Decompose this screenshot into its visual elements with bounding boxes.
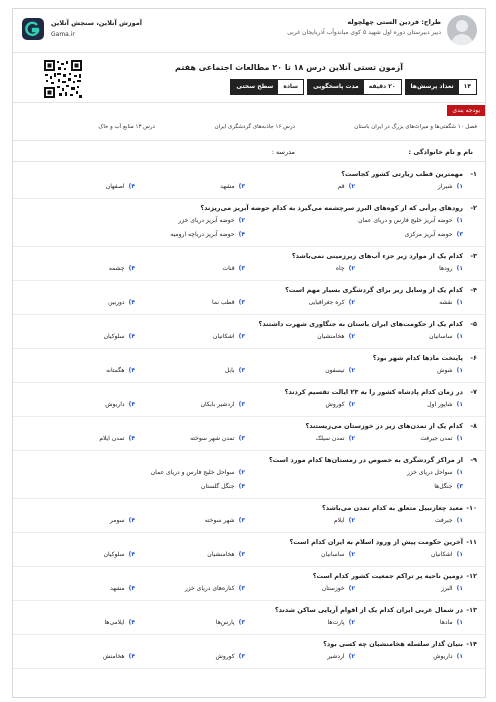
option-text: پارت‌ها bbox=[327, 619, 345, 626]
answer-option[interactable] bbox=[110, 517, 135, 524]
option-text: جنگل‌ها bbox=[434, 483, 453, 490]
question-text: بنیان گذار سلسله هخامنشیان چه کسی بود؟ bbox=[323, 640, 463, 648]
question-text: در شمال غربی ایران کدام یک از اقوام آریایی ساکن شدند؟ bbox=[274, 606, 463, 614]
answer-option[interactable] bbox=[104, 333, 135, 340]
option-number: ۲) bbox=[348, 585, 355, 592]
question-text: کدام یک از وسایل زیر برای گردشگری بسیار مهم است؟ bbox=[285, 286, 463, 294]
answer-option[interactable] bbox=[104, 619, 135, 626]
option-number: ۳) bbox=[238, 551, 245, 558]
option-text: تمدن جیرفت bbox=[420, 435, 453, 442]
option-number: ۴) bbox=[128, 401, 135, 408]
question-row bbox=[13, 635, 485, 669]
answer-option[interactable] bbox=[225, 367, 245, 374]
option-number: ۲) bbox=[348, 265, 355, 272]
exam-title: آزمون تستی آنلاین درس ۱۸ تا ۲۰ مطالعات اجتماعی هفتم bbox=[175, 63, 403, 72]
option-number: ۳) bbox=[238, 183, 245, 190]
answer-option[interactable] bbox=[435, 517, 463, 524]
option-number: ۴) bbox=[238, 483, 245, 490]
question-row bbox=[13, 281, 485, 315]
student-info-bar bbox=[13, 144, 485, 162]
budget-tag: بودجه بندی bbox=[447, 105, 485, 116]
question-number: ۶- bbox=[470, 354, 477, 362]
question-number: ۴- bbox=[470, 286, 477, 294]
option-text: رودها bbox=[439, 265, 453, 272]
question-number: ۲- bbox=[470, 204, 477, 212]
answer-option[interactable] bbox=[222, 265, 245, 272]
option-number: ۱) bbox=[456, 401, 463, 408]
option-number: ۴) bbox=[128, 333, 135, 340]
answer-option[interactable] bbox=[420, 435, 463, 442]
option-text: هخامنشیان bbox=[317, 333, 345, 340]
answer-option[interactable] bbox=[316, 435, 355, 442]
question-number: ۱۲- bbox=[466, 572, 477, 580]
answer-option[interactable] bbox=[327, 653, 355, 660]
option-number: ۲) bbox=[348, 435, 355, 442]
answer-option[interactable] bbox=[429, 333, 463, 340]
designer-name: طراح: فردین الستی چهلچوله bbox=[347, 18, 441, 26]
option-text: ایلام bbox=[333, 517, 345, 524]
option-text: سومر bbox=[109, 517, 125, 524]
option-text: اشکانیان bbox=[213, 333, 235, 340]
answer-option[interactable] bbox=[438, 183, 463, 190]
option-number: ۲) bbox=[238, 469, 245, 476]
answer-option[interactable] bbox=[105, 401, 135, 408]
stat-label: تعداد پرسش‌ها bbox=[406, 80, 459, 94]
question-text: از مراکز گردشگری به خصوص در زمستان‌ها کدام مورد است؟ bbox=[268, 456, 463, 464]
question-text: دومین ناحیه پر تراکم جمعیت کشور کدام است؟ bbox=[312, 572, 463, 580]
answer-option[interactable] bbox=[434, 483, 463, 490]
option-text: هخامنشیان bbox=[207, 551, 235, 558]
answer-option[interactable] bbox=[106, 367, 135, 374]
answer-option[interactable] bbox=[106, 183, 135, 190]
topic-item: درس ۱۳ منابع آب و خاک bbox=[98, 124, 155, 130]
answer-option[interactable] bbox=[427, 401, 463, 408]
option-text: پارس‌ها bbox=[215, 619, 235, 626]
option-text: ایلامی‌ها bbox=[104, 619, 125, 626]
answer-option[interactable] bbox=[322, 585, 355, 592]
option-number: ۳) bbox=[238, 333, 245, 340]
option-number: ۲) bbox=[348, 401, 355, 408]
option-number: ۱) bbox=[456, 435, 463, 442]
question-row bbox=[13, 315, 485, 349]
answer-option[interactable] bbox=[109, 265, 135, 272]
question-row bbox=[13, 383, 485, 417]
option-text: دوربین bbox=[108, 299, 125, 306]
answer-option[interactable] bbox=[334, 517, 355, 524]
question-number: ۱۴- bbox=[466, 640, 477, 648]
answer-option[interactable] bbox=[103, 653, 135, 660]
answer-option[interactable] bbox=[317, 333, 355, 340]
option-number: ۴) bbox=[128, 619, 135, 626]
option-number: ۱) bbox=[456, 299, 463, 306]
option-number: ۱) bbox=[456, 517, 463, 524]
answer-option[interactable] bbox=[328, 619, 355, 626]
option-number: ۳) bbox=[456, 483, 463, 490]
question-number: ۱۱- bbox=[466, 538, 477, 546]
question-number: ۱۰- bbox=[466, 504, 477, 512]
answer-option[interactable] bbox=[216, 653, 246, 660]
option-number: ۴) bbox=[128, 551, 135, 558]
answer-option[interactable] bbox=[441, 585, 463, 592]
answer-option[interactable] bbox=[201, 483, 245, 490]
answer-option[interactable] bbox=[185, 585, 245, 592]
option-text: تمدن ایلام bbox=[99, 435, 125, 442]
option-number: ۴) bbox=[128, 183, 135, 190]
gama-logo-icon bbox=[21, 17, 45, 41]
answer-option[interactable] bbox=[309, 299, 355, 306]
stat-difficulty bbox=[230, 79, 304, 95]
option-text: کره جغرافیایی bbox=[308, 299, 345, 306]
answer-option[interactable] bbox=[407, 469, 463, 476]
option-text: سلوکیان bbox=[103, 333, 125, 340]
option-text: چاه bbox=[335, 265, 345, 272]
answer-option[interactable] bbox=[216, 619, 245, 626]
question-text: رودهای پرآبی که از کوه‌های البرز سرچشمه می‌گیرد به کدام حوضه آبریز می‌ریزند؟ bbox=[200, 204, 463, 212]
option-number: ۲) bbox=[348, 183, 355, 190]
option-text: جیرفت bbox=[434, 517, 453, 524]
option-number: ۴) bbox=[128, 299, 135, 306]
question-row bbox=[13, 349, 485, 383]
option-text: ساسانیان bbox=[321, 551, 345, 558]
question-text: آخرین حکومت پیش از ورود اسلام به ایران کدام است؟ bbox=[289, 538, 463, 546]
option-number: ۱) bbox=[456, 585, 463, 592]
option-text: شهر سوخته bbox=[204, 517, 235, 524]
option-number: ۳) bbox=[238, 435, 245, 442]
exam-titlebar bbox=[13, 53, 485, 103]
option-text: مشهد bbox=[220, 183, 235, 190]
option-number: ۴) bbox=[128, 585, 135, 592]
option-text: تمدن سیلک bbox=[315, 435, 345, 442]
option-number: ۳) bbox=[238, 299, 245, 306]
option-text: سلوکیان bbox=[103, 551, 125, 558]
option-text: هگمتانه bbox=[106, 367, 125, 374]
answer-option[interactable] bbox=[190, 435, 245, 442]
brand-tagline: آموزش آنلاین، سنجش آنلاین bbox=[51, 19, 143, 27]
question-row bbox=[13, 165, 485, 199]
option-number: ۱) bbox=[456, 469, 463, 476]
question-text: پایتخت مادها کدام شهر بود؟ bbox=[372, 354, 463, 362]
option-number: ۳) bbox=[238, 401, 245, 408]
option-number: ۱) bbox=[456, 217, 463, 224]
option-text: مادها bbox=[439, 619, 453, 626]
question-number: ۱- bbox=[470, 170, 477, 178]
answer-option[interactable] bbox=[170, 231, 245, 238]
question-number: ۸- bbox=[470, 422, 477, 430]
answer-option[interactable] bbox=[358, 217, 463, 224]
option-text: تیسفون bbox=[325, 367, 345, 374]
answer-option[interactable] bbox=[220, 183, 245, 190]
option-number: ۴) bbox=[128, 367, 135, 374]
option-number: ۳) bbox=[456, 231, 463, 238]
option-number: ۱) bbox=[456, 551, 463, 558]
option-number: ۲) bbox=[348, 299, 355, 306]
stat-question-count bbox=[405, 79, 477, 95]
option-number: ۱) bbox=[456, 183, 463, 190]
option-text: هخامنش bbox=[103, 653, 125, 660]
answer-option[interactable] bbox=[439, 265, 463, 272]
option-number: ۱) bbox=[456, 265, 463, 272]
option-number: ۴) bbox=[128, 265, 135, 272]
option-text: حوضه آبریز دریای خزر bbox=[178, 217, 235, 224]
option-text: قم bbox=[337, 183, 345, 190]
answer-option[interactable] bbox=[207, 551, 245, 558]
answer-option[interactable] bbox=[213, 333, 245, 340]
question-row bbox=[13, 601, 485, 635]
answer-option[interactable] bbox=[433, 653, 463, 660]
answer-option[interactable] bbox=[439, 299, 463, 306]
answer-option[interactable] bbox=[431, 551, 463, 558]
question-row bbox=[13, 247, 485, 281]
option-text: حوضه آبریز مرکزی bbox=[404, 231, 453, 238]
exam-sheet bbox=[12, 8, 486, 698]
option-text: شوش bbox=[437, 367, 453, 374]
option-text: اشکانیان bbox=[431, 551, 453, 558]
question-text: مهمترین قطب زیارتی کشور کجاست؟ bbox=[341, 170, 463, 178]
option-text: بابل bbox=[224, 367, 235, 374]
option-text: حوضه آبریز دریاچه ارومیه bbox=[170, 231, 235, 238]
option-number: ۲) bbox=[348, 619, 355, 626]
answer-option[interactable] bbox=[151, 469, 245, 476]
option-text: سواحل دریای خزر bbox=[407, 469, 453, 476]
answer-option[interactable] bbox=[108, 299, 135, 306]
answer-option[interactable] bbox=[325, 367, 355, 374]
question-row bbox=[13, 499, 485, 533]
question-row bbox=[13, 567, 485, 601]
option-text: داریوش bbox=[433, 653, 453, 660]
option-text: اردشیر بابکان bbox=[200, 401, 235, 408]
option-text: شاپور اول bbox=[427, 401, 453, 408]
option-number: ۳) bbox=[238, 619, 245, 626]
option-text: کناره‌های دریای خزر bbox=[184, 585, 235, 592]
sheet-header bbox=[13, 9, 485, 53]
option-text: قطب نما bbox=[212, 299, 235, 306]
option-number: ۱) bbox=[456, 619, 463, 626]
stat-label: مدت پاسخگویی bbox=[308, 80, 364, 94]
option-number: ۳) bbox=[238, 367, 245, 374]
option-text: کوروش bbox=[325, 401, 345, 408]
option-number: ۲) bbox=[348, 333, 355, 340]
option-text: اردشیر bbox=[327, 653, 345, 660]
student-name-label[interactable]: نام و نام خانوادگی : bbox=[408, 148, 473, 156]
option-text: کوروش bbox=[215, 653, 235, 660]
question-number: ۵- bbox=[470, 320, 477, 328]
stat-duration bbox=[307, 79, 401, 95]
designer-school: دبیر دبیرستان دوره اول شهید ۵ کوی میاندوآب آذربایجان غربی bbox=[287, 29, 441, 36]
answer-option[interactable] bbox=[212, 299, 245, 306]
option-number: ۱) bbox=[456, 653, 463, 660]
option-number: ۳) bbox=[238, 265, 245, 272]
option-number: ۲) bbox=[348, 367, 355, 374]
option-number: ۱) bbox=[456, 367, 463, 374]
question-number: ۷- bbox=[470, 388, 477, 396]
topic-item: درس ۱۶ جاذبه‌های گردشگری ایران bbox=[214, 124, 295, 130]
stat-value: ۱۴ bbox=[459, 80, 476, 94]
question-row bbox=[13, 417, 485, 451]
brand-url[interactable]: Gama.ir bbox=[51, 31, 75, 38]
question-text: کدام یک از موارد زیر جزء آب‌های زیرزمینی نمی‌باشد؟ bbox=[291, 252, 463, 260]
answer-option[interactable] bbox=[205, 517, 245, 524]
answer-option[interactable] bbox=[437, 367, 463, 374]
answer-option[interactable] bbox=[99, 435, 135, 442]
option-text: ساسانیان bbox=[429, 333, 453, 340]
question-row bbox=[13, 199, 485, 247]
option-number: ۴) bbox=[128, 653, 135, 660]
answer-option[interactable] bbox=[178, 217, 245, 224]
option-text: البرز bbox=[441, 585, 453, 592]
option-number: ۲) bbox=[348, 551, 355, 558]
topic-item: فصل ۱۰ شگفتی‌ها و میراث‌های بزرگ در ایران باستان bbox=[354, 124, 477, 130]
option-text: چشمه bbox=[108, 265, 125, 272]
stat-label: سطح سختی bbox=[231, 80, 278, 94]
question-text: معبد چغازنبیل متعلق به کدام تمدن می‌باشد؟ bbox=[321, 504, 463, 512]
answer-option[interactable] bbox=[110, 585, 135, 592]
option-text: اصفهان bbox=[105, 183, 125, 190]
stat-value: ساده bbox=[278, 80, 303, 94]
option-text: داریوش bbox=[105, 401, 125, 408]
answer-option[interactable] bbox=[440, 619, 463, 626]
option-number: ۴) bbox=[238, 231, 245, 238]
option-text: شیراز bbox=[437, 183, 453, 190]
option-number: ۳) bbox=[238, 653, 245, 660]
option-number: ۱) bbox=[456, 333, 463, 340]
option-number: ۳) bbox=[238, 585, 245, 592]
question-row bbox=[13, 451, 485, 499]
question-number: ۹- bbox=[470, 456, 477, 464]
answer-option[interactable] bbox=[336, 265, 355, 272]
option-number: ۲) bbox=[348, 517, 355, 524]
option-number: ۲) bbox=[238, 217, 245, 224]
question-text: در زمان کدام پادشاه کشور را به ۲۳ ایالت تقسیم کردند؟ bbox=[284, 388, 463, 396]
question-row bbox=[13, 533, 485, 567]
option-text: حوضه آبریز خلیج فارس و دریای عمان bbox=[358, 217, 453, 224]
answer-option[interactable] bbox=[326, 401, 356, 408]
option-number: ۴) bbox=[128, 435, 135, 442]
option-number: ۳) bbox=[238, 517, 245, 524]
option-text: قنات bbox=[222, 265, 235, 272]
option-text: سواحل خلیج فارس و دریای عمان bbox=[150, 469, 235, 476]
option-text: خوزستان bbox=[321, 585, 345, 592]
option-number: ۲) bbox=[348, 653, 355, 660]
answer-option[interactable] bbox=[321, 551, 355, 558]
avatar bbox=[447, 15, 477, 45]
question-text: کدام یک از تمدن‌های زیر در خوزستان می‌زیستند؟ bbox=[305, 422, 463, 430]
answer-option[interactable] bbox=[338, 183, 355, 190]
answer-option[interactable] bbox=[405, 231, 463, 238]
question-text: کدام یک از حکومت‌های ایران باستان به جنگاوری شهرت داشتند؟ bbox=[258, 320, 463, 328]
option-number: ۴) bbox=[128, 517, 135, 524]
stat-value: ۲۰ دقیقه bbox=[364, 80, 401, 94]
answer-option[interactable] bbox=[201, 401, 245, 408]
qr-code-icon[interactable] bbox=[43, 59, 83, 99]
option-text: نقشه bbox=[439, 299, 453, 306]
question-number: ۳- bbox=[470, 252, 477, 260]
budget-section bbox=[13, 105, 485, 141]
answer-option[interactable] bbox=[104, 551, 135, 558]
option-text: مشهد bbox=[110, 585, 125, 592]
option-text: جنگل گلستان bbox=[201, 483, 235, 490]
question-number: ۱۳- bbox=[466, 606, 477, 614]
option-text: تمدن شهر سوخته bbox=[190, 435, 235, 442]
exam-stats bbox=[230, 79, 477, 95]
school-label[interactable]: مدرسه : bbox=[271, 148, 295, 156]
